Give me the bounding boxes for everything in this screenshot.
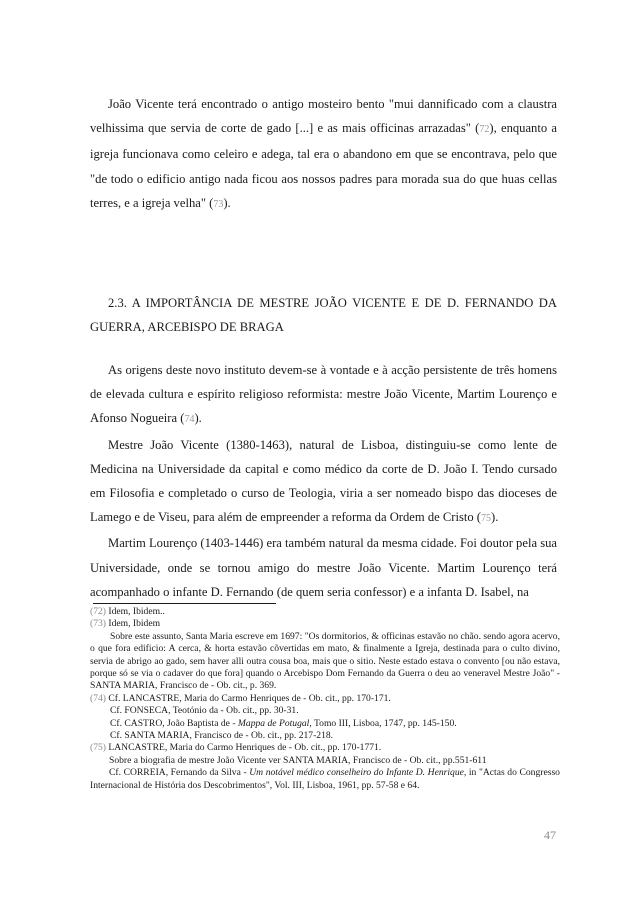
footnote-text: Cf. LANCASTRE, Maria do Carmo Henriques de - Ob. cit., pp. 170-171. — [105, 692, 391, 704]
footnote-ref-74[interactable]: 74 — [184, 414, 195, 426]
paragraph-text: ). — [223, 195, 231, 210]
footnote-ref-73[interactable]: 73 — [213, 198, 224, 210]
footnote-mark: (75) — [90, 742, 106, 754]
page-number: 47 — [544, 828, 556, 842]
footnote-text: , in "Actas do Congresso Internacional de História dos Descobrimentos", Vol. III, Lisboa, 1961, pp. 57-58 e 64. — [90, 767, 560, 791]
footnote-74-cf-2 — [90, 718, 560, 730]
paragraph-3 — [90, 433, 557, 532]
footnote-text: LANCASTRE, Maria do Carmo Henriques de - Ob. cit., pp. 170-1771. — [105, 742, 382, 754]
footnote-article-title: Um notável médico conselheiro do Infante D. Henrique — [249, 767, 464, 779]
footnote-75-line-3 — [90, 767, 560, 792]
footnote-72 — [90, 606, 560, 618]
footnote-text: Idem, Ibidem — [105, 618, 161, 630]
paragraph-text: Martim Lourenço (1403-1446) era também natural da mesma cidade. Foi doutor pela sua Universidade, onde se tornou amigo do mestre João Vicente. Martim Lourenço terá acompanhado o infante D. Fernando (de quem seria confessor) e a infanta D. Isabel, na — [90, 536, 557, 599]
footnote-text: Cf. CORREIA, Fernando da Silva - — [109, 767, 250, 779]
paragraph-1 — [90, 92, 557, 217]
paragraph-4 — [90, 531, 557, 604]
section-heading — [90, 291, 557, 339]
footnote-book-title: Mappa de Potugal — [237, 717, 310, 729]
footnote-75 — [90, 742, 560, 754]
paragraph-text: João Vicente terá encontrado o antigo mosteiro bento "mui dannificado com a claustra velhissima que servia de corte de gado [...] e as mais officinas arrazadas" ( — [90, 97, 557, 136]
footnote-text: Cf. CASTRO, João Baptista de - — [110, 717, 238, 729]
footnote-73-quote: Sobre este assunto, Santa Maria escreve em 1697: "Os dormitorios, & officinas estavão no chão. sendo agora acervo, o que fora edificio: A cerca, & horta estavão cõvertidas em mato, & finalmente a Igreja, destinada para o culto divino, servia de abrigo ao gado, sem haver alli outra cousa boa, mais que o sitio. Neste estado estava o convento [ou não estava, porque só se via o cadaver do que fora] quando o Arcebispo Dom Fernando da Guerra o deu ao veneravel Mestre João" - SANTA MARIA, Francisco de - Ob. cit., p. 369. — [90, 630, 560, 692]
footnote-74 — [90, 693, 560, 705]
footnote-mark: (72) — [90, 606, 106, 617]
footnote-74-cf-1: Cf. FONSECA, Teotónio da - Ob. cit., pp. 30-31. — [110, 705, 299, 717]
paragraph-text: ). — [491, 510, 499, 525]
paragraph-2 — [90, 358, 557, 433]
footnotes — [90, 606, 560, 792]
footnote-mark: (73) — [90, 618, 106, 630]
footnote-text: Idem, Ibidem.. — [105, 606, 165, 617]
footnote-ref-75[interactable]: 75 — [481, 513, 491, 525]
footnote-75-line-2: Sobre a biografia de mestre João Vicente ver SANTA MARIA, Francisco de - Ob. cit., pp.551-611 — [109, 754, 487, 766]
footnote-74-cf-3: Cf. SANTA MARIA, Francisco de - Ob. cit., pp. 217-218. — [110, 730, 334, 742]
section-heading-text: 2.3. A IMPORTÂNCIA DE MESTRE JOÃO VICENTE E DE D. FERNANDO DA GUERRA, ARCEBISPO DE BRAGA — [90, 296, 557, 335]
paragraph-text: ), enquanto a igreja funcionava como celeiro e adega, tal era o abandono em que se encontrava, pelo que "de todo o edificio antigo nada ficou aos nossos padres para morada sua do que huas cellas terres, e a igreja velha" ( — [90, 121, 557, 210]
footnote-text: , Tomo III, Lisboa, 1747, pp. 145-150. — [309, 717, 457, 729]
body-paragraphs — [90, 358, 557, 604]
paragraph-text: ). — [194, 411, 202, 426]
footnote-mark: (74) — [90, 692, 106, 704]
paragraph-text: As origens deste novo instituto devem-se à vontade e à acção persistente de três homens de elevada cultura e espírito religioso reformista: mestre João Vicente, Martim Lourenço e Afonso Nogueira ( — [90, 363, 557, 426]
footnote-divider — [93, 603, 276, 604]
footnote-ref-72[interactable]: 72 — [479, 124, 490, 136]
paragraph-text: Mestre João Vicente (1380-1463), natural de Lisboa, distinguiu-se como lente de Medicina na Universidade da capital e como médico da corte de D. João I. Tendo cursado em Filosofia e completado o curso de Teologia, viria a ser nomeado bispo das dioceses de Lamego e de Viseu, para além de empreender a reforma da Ordem de Cristo ( — [90, 437, 557, 525]
footnote-73 — [90, 618, 560, 630]
